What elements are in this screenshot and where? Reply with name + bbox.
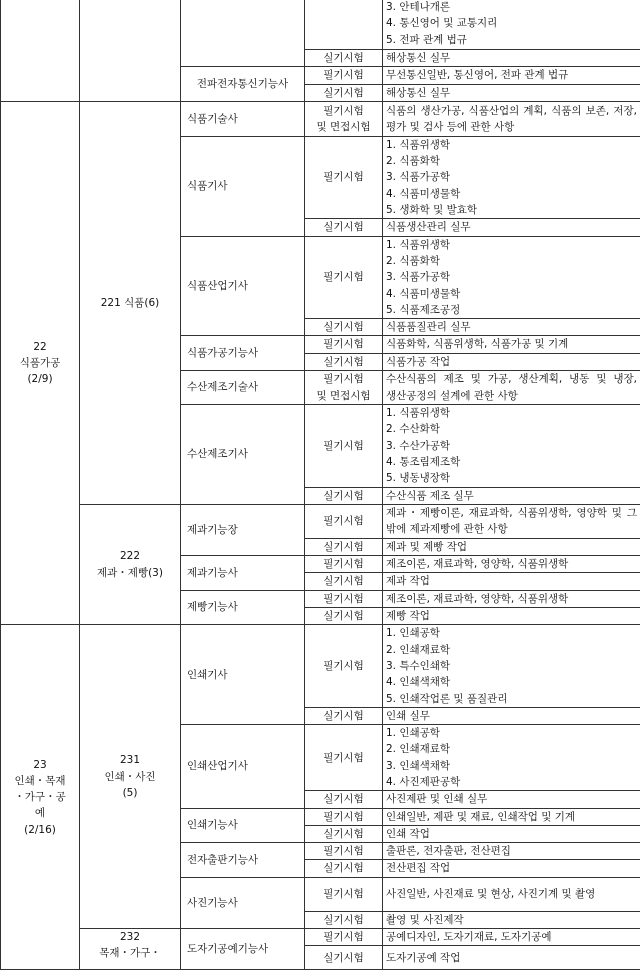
subject-line: 5. 인쇄작업론 및 품질관리 [386,691,637,707]
exam-type: 실기시험 [305,487,383,504]
exam-subject: 수산식품 제조 실무 [383,487,640,504]
qualification-name: 식품가공기능사 [181,336,305,371]
subject-line: 5. 생화학 및 발효학 [386,202,637,218]
exam-type: 실기시험 [305,946,383,970]
exam-type: 필기시험 [305,877,383,911]
exam-subject: 출판론, 전자출판, 전산편집 [383,843,640,860]
exam-type: 실기시험 [305,860,383,877]
exam-type: 실기시험 [305,791,383,808]
exam-subject: 인쇄일반, 제판 및 재료, 인쇄작업 및 기계 [383,808,640,825]
exam-type: 실기시험 [305,219,383,236]
subject-line: 4. 식품미생물학 [386,186,637,202]
subfield-cell: 221 식품(6) [80,101,181,504]
exam-type: 실기시험 [305,538,383,555]
subject-line: 1. 식품위생학 [386,237,637,253]
exam-type: 필기시험 및 면접시험 [305,371,383,405]
subject-list [383,236,640,318]
qualification-name: 인쇄산업기사 [181,725,305,808]
exam-type: 실기시험 [305,353,383,370]
exam-subject: 무선통신일반, 통신영어, 전파 관계 법규 [383,67,640,84]
qualification-cell-continued [181,0,305,67]
exam-subject: 수산식품의 제조 및 가공, 생산계획, 냉동 및 냉장, 생산공정의 설계에 관한 사항 [383,371,640,405]
exam-type: 필기시험 [305,504,383,538]
qualification-name: 전파전자통신기능사 [181,67,305,102]
exam-type: 필기시험 [305,67,383,84]
exam-subject: 전산편집 작업 [383,860,640,877]
subject-line: 2. 식품화학 [386,253,637,269]
qualification-name: 도자기공예기능사 [181,929,305,970]
qualification-name: 식품산업기사 [181,236,305,336]
field-cell: 23 인쇄・목재 ・가구・공 예 (2/16) [1,625,80,970]
exam-subject: 사진일반, 사진재료 및 현상, 사진기계 및 촬영 [383,877,640,911]
subject-line: 1. 인쇄공학 [386,625,637,641]
exam-type: 필기시험 [305,236,383,318]
qualification-name: 식품기술사 [181,101,305,136]
exam-type: 필기시험 [305,336,383,353]
subject-line: 2. 수산화학 [386,421,637,437]
exam-subject: 식품생산관리 실무 [383,219,640,236]
subject-line: 1. 식품위생학 [386,137,637,153]
qualification-name: 식품기사 [181,136,305,236]
subject-list [383,405,640,487]
exam-type: 필기시험 [305,556,383,573]
subject-line: 4. 사진제판공학 [386,774,637,790]
exam-subject: 사진제판 및 인쇄 실무 [383,791,640,808]
subject-line: 5. 냉동냉장학 [386,470,637,486]
qualification-name: 제빵기능사 [181,590,305,625]
subject-line: 4. 식품미생물학 [386,286,637,302]
exam-subject: 제조이론, 재료과학, 영양학, 식품위생학 [383,590,640,607]
exam-cell-continued [305,0,383,50]
exam-type: 실기시험 [305,911,383,928]
exam-subject: 식품품질관리 실무 [383,319,640,336]
qualification-name: 전자출판기능사 [181,843,305,878]
subfield-cell-continued [80,0,181,101]
subject-line: 5. 식품제조공정 [386,302,637,318]
exam-subject: 제빵 작업 [383,608,640,625]
exam-type: 필기시험 [305,590,383,607]
exam-type: 필기시험 [305,843,383,860]
exam-type: 필기시험 및 면접시험 [305,101,383,136]
exam-subject: 제과 작업 [383,573,640,590]
exam-type: 실기시험 [305,573,383,590]
exam-subject: 식품화학, 식품위생학, 식품가공 및 기계 [383,336,640,353]
exam-subject: 식품의 생산가공, 식품산업의 계획, 식품의 보존, 저장, 평가 및 검사 등에 관한 사항 [383,101,640,136]
exam-type: 실기시험 [305,50,383,67]
exam-type: 실기시험 [305,825,383,842]
subject-list [383,725,640,791]
exam-type: 필기시험 [305,725,383,791]
exam-subject: 인쇄 작업 [383,825,640,842]
qualification-name: 수산제조기사 [181,405,305,505]
exam-subject: 도자기공예 작업 [383,946,640,970]
exam-type: 실기시험 [305,319,383,336]
exam-subject: 제조이론, 재료과학, 영양학, 식품위생학 [383,556,640,573]
subject-line: 4. 통신영어 및 교통지리 [386,15,637,31]
exam-subject: 식품가공 작업 [383,353,640,370]
subject-line: 1. 인쇄공학 [386,725,637,741]
qualification-name: 인쇄기능사 [181,808,305,843]
qualification-name: 제과기능사 [181,556,305,591]
exam-type: 필기시험 [305,405,383,487]
exam-type: 실기시험 [305,608,383,625]
exam-subject: 인쇄 실무 [383,707,640,724]
exam-type: 필기시험 [305,929,383,946]
subject-list [383,625,640,707]
qualification-name: 사진기능사 [181,877,305,928]
exam-subject: 촬영 및 사진제작 [383,911,640,928]
subject-line: 2. 인쇄재료학 [386,741,637,757]
exam-subject: 공예디자인, 도자기재료, 도자기공예 [383,929,640,946]
qualification-name: 인쇄기사 [181,625,305,725]
exam-type: 필기시험 [305,625,383,707]
subject-line: 2. 인쇄재료학 [386,642,637,658]
subject-line: 3. 안테나개론 [386,0,637,15]
exam-type: 실기시험 [305,707,383,724]
subject-line: 3. 식품가공학 [386,169,637,185]
subject-list [383,0,640,50]
field-cell: 22 식품가공 (2/9) [1,101,80,624]
exam-subject: 제과・제빵이론, 재료과학, 식품위생학, 영양학 및 그 밖에 제과제빵에 관한 사항 [383,504,640,538]
subfield-cell: 222 제과・제빵(3) [80,504,181,624]
subject-line: 3. 특수인쇄학 [386,658,637,674]
exam-type: 실기시험 [305,84,383,101]
exam-subject: 해상통신 실무 [383,50,640,67]
subject-line: 1. 식품위생학 [386,405,637,421]
exam-type: 필기시험 [305,136,383,218]
subject-line: 4. 통조림제조학 [386,454,637,470]
subject-line: 3. 인쇄색채학 [386,758,637,774]
exam-type: 필기시험 [305,808,383,825]
subfield-cell: 231 인쇄・사진 (5) [80,625,181,929]
subject-line: 4. 인쇄색채학 [386,674,637,690]
subject-line: 2. 식품화학 [386,153,637,169]
exam-subject: 제과 및 제빵 작업 [383,538,640,555]
subfield-cell: 232 목재・가구・ [80,929,181,970]
qualification-name: 수산제조기술사 [181,371,305,405]
subject-line: 5. 전파 관계 법규 [386,32,637,48]
exam-subject: 해상통신 실무 [383,84,640,101]
subject-list [383,136,640,218]
field-cell-continued [1,0,80,101]
subject-line: 3. 식품가공학 [386,269,637,285]
qualification-name: 제과기능장 [181,504,305,555]
subject-line: 3. 수산가공학 [386,438,637,454]
